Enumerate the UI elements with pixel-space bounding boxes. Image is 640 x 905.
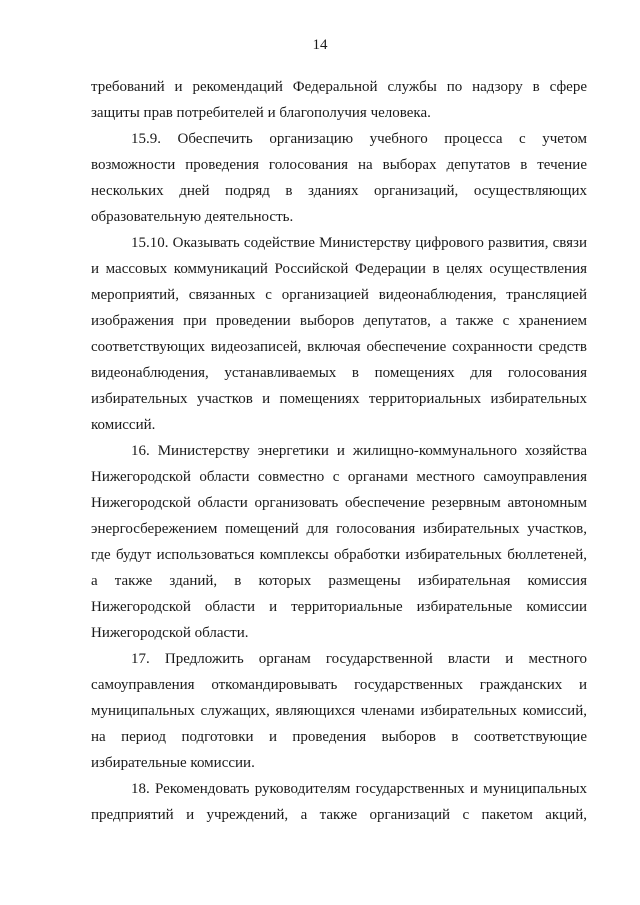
paragraph-continuation: требований и рекомендаций Федеральной службы по надзору в сфере защиты прав потребителей и благополучия человека. xyxy=(91,79,587,121)
paragraph-18: 18. Рекомендовать руководителям государственных и муниципальных предприятий и учреждений, а также организаций с пакетом акций, xyxy=(91,781,587,823)
page-number: 14 xyxy=(312,37,328,53)
document-body xyxy=(91,74,587,828)
paragraph-16: 16. Министерству энергетики и жилищно-коммунального хозяйства Нижегородской области совместно с органами местного самоуправления Нижегородской области организовать обеспечение резервным автономным энергосбережением помещений для голосования избирательных участков, где будут использоваться комплексы обработки избирательных бюллетеней, а также зданий, в которых размещены избирательная комиссия Нижегородской области и территориальные избирательные комиссии Нижегородской области. xyxy=(91,443,587,641)
paragraph-17: 17. Предложить органам государственной власти и местного самоуправления откомандировывать государственных гражданских и муниципальных служащих, являющихся членами избирательных комиссий, на период подготовки и проведения выборов в соответствующие избирательные комиссии. xyxy=(91,651,587,771)
paragraph-15-10: 15.10. Оказывать содействие Министерству цифрового развития, связи и массовых коммуникаций Российской Федерации в целях осуществления мероприятий, связанных с организацией видеонаблюдения, трансляцией изображения при проведении выборов депутатов, а также с хранением соответствующих видеозаписей, включая обеспечение сохранности средств видеонаблюдения, устанавливаемых в помещениях для голосования избирательных участков и помещениях территориальных избирательных комиссий. xyxy=(91,235,587,433)
paragraph-15-9: 15.9. Обеспечить организацию учебного процесса с учетом возможности проведения голосования на выборах депутатов в течение нескольких дней подряд в зданиях организаций, осуществляющих образовательную деятельность. xyxy=(91,131,587,225)
